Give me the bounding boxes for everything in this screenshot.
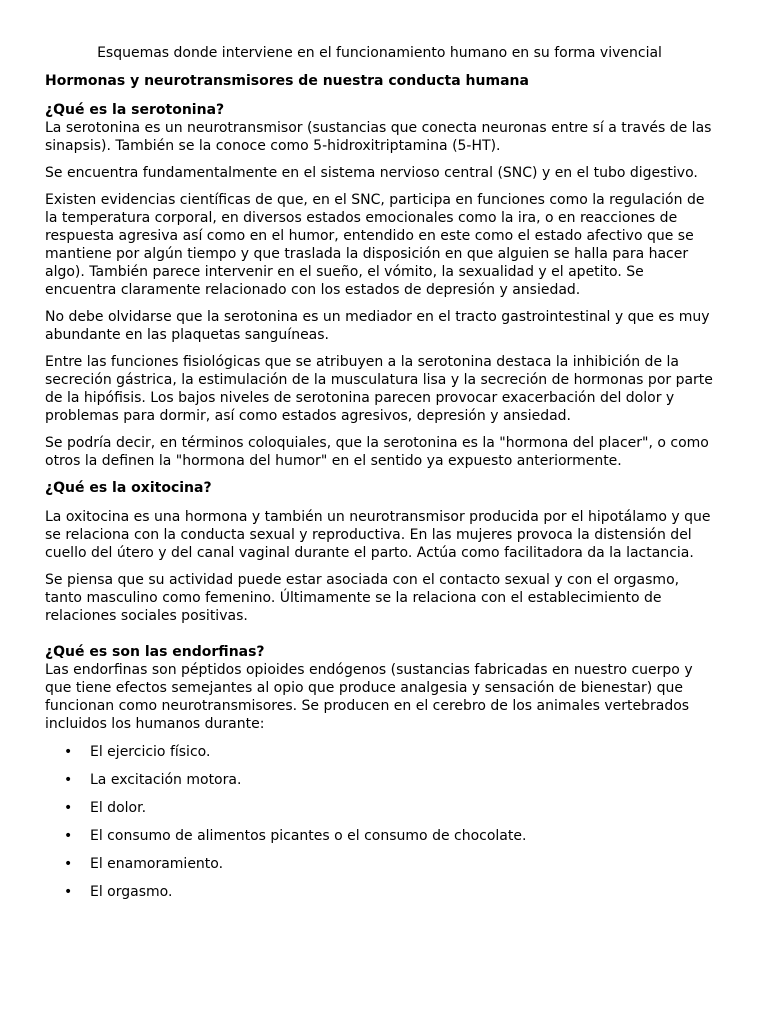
list-item-text: El ejercicio físico. — [90, 744, 211, 760]
bullet-icon: • — [64, 884, 73, 900]
serotonina-paragraph-5: Entre las funciones fisiológicas que se atribuyen a la serotonina destaca la inhibición de la secreción gástrica, la estimulación de la musculatura lisa y la secreción de hormonas por parte de la hipófisis. Los bajos niveles de serotonina parecen provocar exacerbación del dolor y problemas para dormir, así como estados agresivos, depresión y ansiedad. — [45, 354, 713, 424]
bullet-icon: • — [64, 772, 73, 788]
document-title: Esquemas donde interviene en el funcionamiento humano en su forma vivencial — [97, 45, 662, 61]
main-heading: Hormonas y neurotransmisores de nuestra conducta humana — [45, 73, 529, 89]
list-item-text: El enamoramiento. — [90, 856, 224, 872]
oxitocina-paragraph-1: La oxitocina es una hormona y también un neurotransmisor producida por el hipotálamo y que se relaciona con la conducta sexual y reproductiva. En las mujeres provoca la distensión del cuello del útero y del canal vaginal durante el parto. Actúa como facilitadora da la lactancia. — [45, 509, 711, 561]
list-item — [45, 743, 714, 761]
oxitocina-question: ¿Qué es la oxitocina? — [45, 480, 212, 496]
serotonina-paragraph-1: La serotonina es un neurotransmisor (sustancias que conecta neuronas entre sí a través de las sinapsis). También se la conoce como 5-hidroxitriptamina (5-HT). — [45, 120, 712, 154]
bullet-icon: • — [64, 828, 73, 844]
list-item-text: El consumo de alimentos picantes o el consumo de chocolate. — [90, 828, 527, 844]
serotonina-paragraph-6: Se podría decir, en términos coloquiales, que la serotonina es la "hormona del placer", o como otros la definen la "hormona del humor" en el sentido ya expuesto anteriormente. — [45, 435, 709, 469]
list-item — [45, 855, 714, 873]
bullet-icon: • — [64, 800, 73, 816]
serotonina-paragraph-3: Existen evidencias científicas de que, en el SNC, participa en funciones como la regulación de la temperatura corporal, en diversos estados emocionales como la ira, o en reacciones de respuesta agresiva así como en el humor, entendido en este como el estado afectivo que se mantiene por algún tiempo y que traslada la disposición en que alguien se halla para hacer algo). También parece intervenir en el sueño, el vómito, la sexualidad y el apetito. Se encuentra claramente relacionado con los estados de depresión y ansiedad. — [45, 192, 705, 298]
list-item — [45, 799, 714, 817]
serotonina-question: ¿Qué es la serotonina? — [45, 102, 225, 118]
endorfinas-question: ¿Qué es son las endorfinas? — [45, 644, 265, 660]
bullet-icon: • — [64, 744, 73, 760]
list-item — [45, 883, 714, 901]
list-item — [45, 827, 714, 845]
list-item-text: El dolor. — [90, 800, 147, 816]
oxitocina-paragraph-2: Se piensa que su actividad puede estar asociada con el contacto sexual y con el orgasmo, tanto masculino como femenino. Últimamente se la relaciona con el establecimiento de relaciones sociales positivas. — [45, 572, 680, 624]
endorfinas-paragraph-1: Las endorfinas son péptidos opioides endógenos (sustancias fabricadas en nuestro cuerpo y que tiene efectos semejantes al opio que produce analgesia y sensación de bienestar) que funcionan como neurotransmisores. Se producen en el cerebro de los animales vertebrados incluidos los humanos durante: — [45, 662, 693, 732]
serotonina-paragraph-4: No debe olvidarse que la serotonina es un mediador en el tracto gastrointestinal y que es muy abundante en las plaquetas sanguíneas. — [45, 309, 710, 343]
list-item — [45, 771, 714, 789]
list-item-text: La excitación motora. — [90, 772, 242, 788]
endorfinas-list — [45, 743, 714, 901]
bullet-icon: • — [64, 856, 73, 872]
serotonina-paragraph-2: Se encuentra fundamentalmente en el sistema nervioso central (SNC) y en el tubo digestivo. — [45, 165, 698, 181]
list-item-text: El orgasmo. — [90, 884, 173, 900]
